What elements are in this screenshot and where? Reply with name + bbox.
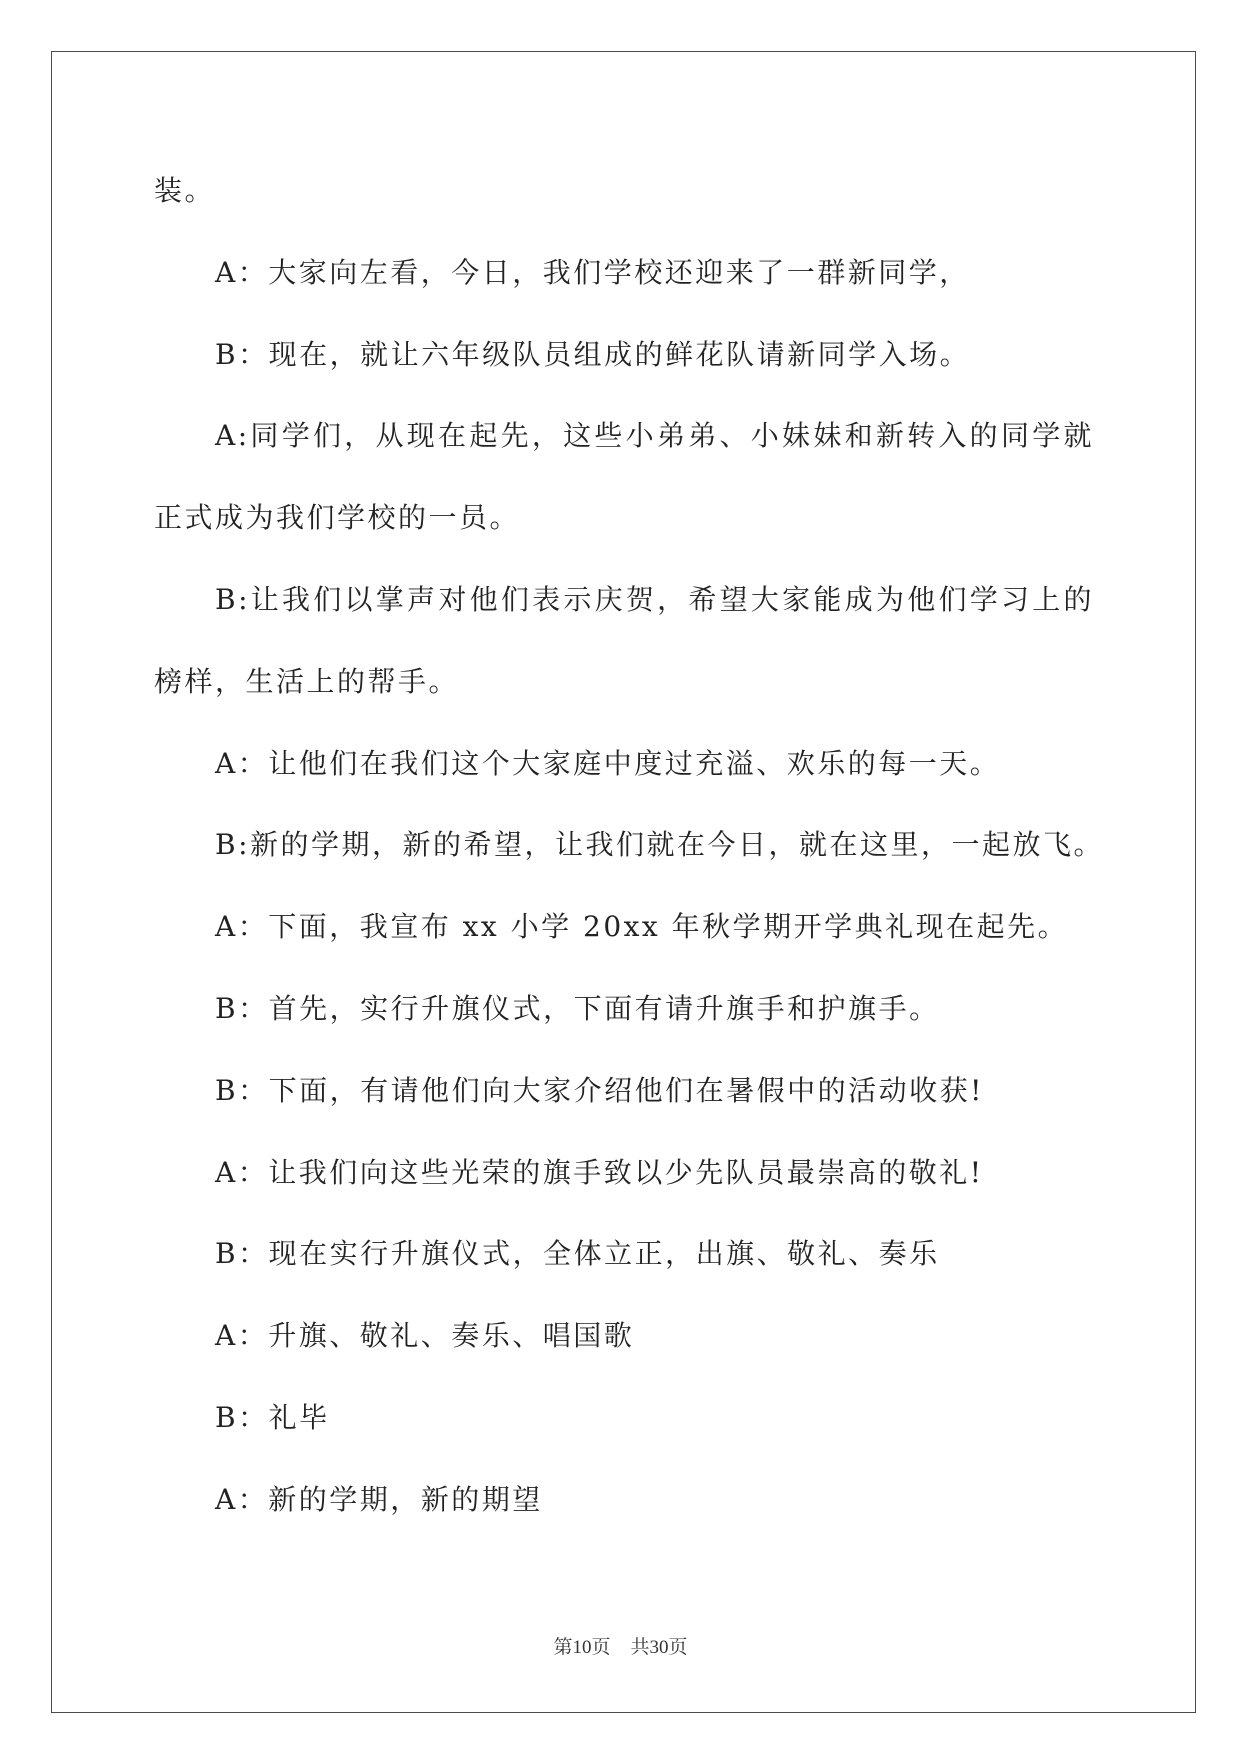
dialogue-paragraph <box>154 1050 1094 1132</box>
dialogue-paragraph <box>154 232 1094 314</box>
paragraph-line: A:同学们，从现在起先，这些小弟弟、小妹妹和新转入的同学就 <box>215 419 1094 453</box>
paragraph-line: B：现在，就让六年级队员组成的鲜花队请新同学入场。 <box>215 337 971 371</box>
paragraph-line: 榜样，生活上的帮手。 <box>154 664 460 698</box>
dialogue-paragraph <box>154 559 1094 723</box>
document-body <box>154 150 1105 1541</box>
dialogue-paragraph <box>154 1295 1094 1377</box>
paragraph-line: A：升旗、敬礼、奏乐、唱国歌 <box>215 1319 635 1353</box>
page-number-current: 第10页 <box>553 1637 611 1658</box>
paragraph-line: 正式成为我们学校的一员。 <box>154 501 521 535</box>
dialogue-paragraph <box>154 723 1094 805</box>
continued-text: 装。 <box>154 174 216 207</box>
paragraph-line: A：新的学期，新的期望 <box>215 1482 543 1516</box>
paragraph-line: A：让他们在我们这个大家庭中度过充溢、欢乐的每一天。 <box>215 746 1001 780</box>
dialogue-paragraph <box>154 886 1094 968</box>
dialogue-paragraph <box>154 1459 1094 1541</box>
paragraph-line: A：让我们向这些光荣的旗手致以少先队员最崇高的敬礼! <box>215 1155 984 1189</box>
paragraph-line: A：大家向左看，今日，我们学校还迎来了一群新同学， <box>215 255 970 289</box>
paragraph-line: B：礼毕 <box>215 1400 330 1434</box>
dialogue-paragraph <box>154 1377 1094 1459</box>
dialogue-paragraph <box>154 314 1094 396</box>
dialogue-paragraph <box>154 804 1105 886</box>
dialogue-paragraph <box>154 1213 1094 1295</box>
paragraph-line: B：首先，实行升旗仪式，下面有请升旗手和护旗手。 <box>215 991 940 1025</box>
paragraph-line: B：下面，有请他们向大家介绍他们在暑假中的活动收获! <box>215 1073 984 1107</box>
page-number-total: 共30页 <box>630 1637 688 1658</box>
paragraph-line: B:让我们以掌声对他们表示庆贺，希望大家能成为他们学习上的 <box>215 582 1094 616</box>
dialogue-paragraph <box>154 1132 1094 1214</box>
dialogue-paragraph <box>154 968 1094 1050</box>
paragraph-line: B：现在实行升旗仪式，全体立正，出旗、敬礼、奏乐 <box>215 1237 940 1271</box>
paragraph-line: B:新的学期，新的希望，让我们就在今日，就在这里，一起放飞。 <box>215 828 1105 862</box>
paragraph-line: A：下面，我宣布 xx 小学 20xx 年秋学期开学典礼现在起先。 <box>215 910 1069 944</box>
page-footer <box>0 1634 1241 1662</box>
dialogue-paragraph <box>154 395 1094 559</box>
